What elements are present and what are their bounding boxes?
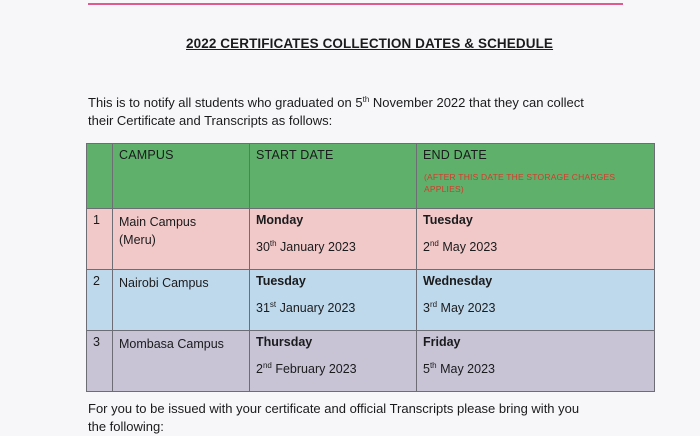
header-start-cell bbox=[250, 144, 417, 209]
end-day: Friday bbox=[423, 335, 461, 349]
table-row bbox=[87, 331, 655, 392]
header-start-date: START DATE bbox=[256, 148, 334, 162]
storage-charges-note: (AFTER THIS DATE THE STORAGE CHARGES APPLIES) bbox=[424, 172, 616, 194]
end-day: Tuesday bbox=[423, 213, 473, 227]
notice-paragraph bbox=[88, 94, 648, 130]
table-row bbox=[87, 209, 655, 270]
start-day: Monday bbox=[256, 213, 304, 227]
table-row bbox=[87, 270, 655, 331]
collection-schedule-table bbox=[86, 143, 655, 392]
footer-line1: For you to be issued with your certificate and official Transcripts please bring with you bbox=[88, 401, 580, 416]
campus-name: Nairobi Campus bbox=[119, 276, 209, 290]
end-date: 3rd May 2023 bbox=[423, 300, 496, 315]
campus-name: Main Campus (Meru) bbox=[119, 215, 197, 247]
row-number: 2 bbox=[93, 274, 100, 288]
end-date: 2nd May 2023 bbox=[423, 239, 498, 254]
header-campus-cell bbox=[113, 144, 250, 209]
start-date: 31st January 2023 bbox=[256, 300, 356, 315]
start-day: Tuesday bbox=[256, 274, 306, 288]
header-end-cell bbox=[417, 144, 655, 209]
campus-name: Mombasa Campus bbox=[119, 337, 224, 351]
header-number-cell bbox=[87, 144, 113, 209]
notice-text-part1: This is to notify all students who graduated on 5 bbox=[88, 95, 363, 110]
start-date: 2nd February 2023 bbox=[256, 361, 357, 376]
header-campus: CAMPUS bbox=[119, 148, 174, 162]
document-title: 2022 CERTIFICATES COLLECTION DATES & SCHEDULE bbox=[186, 36, 554, 51]
start-day: Thursday bbox=[256, 335, 313, 349]
row-number: 3 bbox=[93, 335, 100, 349]
table-header-row bbox=[87, 144, 655, 209]
header-end-date: END DATE bbox=[423, 148, 487, 162]
end-day: Wednesday bbox=[423, 274, 493, 288]
notice-ordinal-suffix: th bbox=[362, 95, 370, 104]
footer-line2: the following: bbox=[88, 419, 164, 434]
end-date: 5th May 2023 bbox=[423, 361, 495, 376]
top-divider-line bbox=[88, 3, 623, 5]
instructions-paragraph bbox=[88, 400, 648, 436]
start-date: 30th January 2023 bbox=[256, 239, 356, 254]
notice-text-part2: November 2022 that they can collect bbox=[369, 95, 584, 110]
row-number: 1 bbox=[93, 213, 100, 227]
notice-text-line2: their Certificate and Transcripts as follows: bbox=[88, 113, 333, 128]
